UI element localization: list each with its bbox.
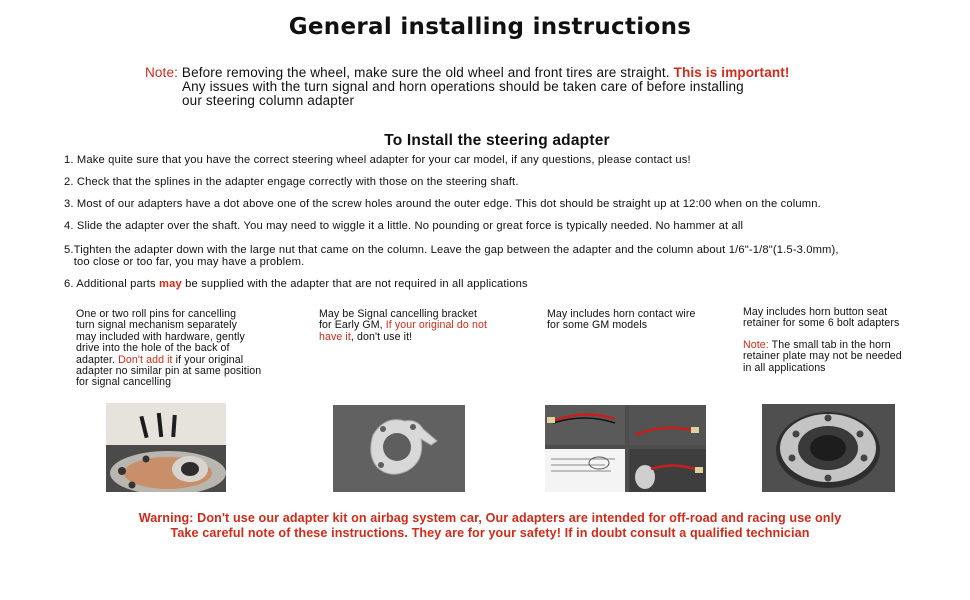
part-roll-pins-text [76, 309, 261, 389]
step-5-continued: too close or too far, you may have a problem. [64, 256, 305, 268]
part-1-text: if your original [172, 353, 244, 366]
part-4-line: May includes horn button seat [743, 306, 888, 318]
step-6 [64, 278, 528, 291]
part-2-warning: have it [319, 330, 351, 343]
roll-pins-photo [106, 403, 226, 492]
page-title: General installing instructions [288, 14, 692, 40]
part-2-text: , don't use it! [350, 330, 413, 343]
safety-warning [0, 511, 970, 541]
part-2-line: May be Signal cancelling bracket [319, 308, 478, 320]
part-retainer-text [743, 307, 902, 374]
section-title: To Install the steering adapter [384, 132, 610, 149]
part-2-line [319, 332, 487, 343]
part-4-line: in all applications [743, 361, 826, 374]
note-important: This is important! [673, 65, 790, 80]
part-1-line: adapter no similar pin at same position [76, 365, 262, 378]
part-horn-wire-text [547, 309, 695, 332]
note-line-2: Any issues with the turn signal and horn operations should be taken care of before installing [182, 79, 744, 94]
part-1-line: turn signal mechanism separately [76, 319, 238, 332]
step-6-may: may [159, 278, 182, 290]
step-2: 2. Check that the splines in the adapter engage correctly with those on the steering shaft. [64, 176, 519, 188]
part-3-line: May includes horn contact wire [547, 308, 696, 320]
part-1-line: drive into the hole of the back of [76, 342, 230, 355]
part-4-line: retainer for some 6 bolt adapters [743, 317, 900, 330]
part-3-line: for some GM models [547, 319, 648, 332]
part-1-line: One or two roll pins for cancelling [76, 308, 237, 320]
warning-line-2: Take careful note of these instructions. They are for your safety! If in doubt consult a qualified technician [170, 526, 810, 540]
step-6-text-b: be supplied with the adapter that are not required in all applications [181, 278, 528, 290]
step-5: 5.Tighten the adapter down with the large nut that came on the column. Leave the gap between the adapter and the column about 1/6"-1/8"(1.5-3.0mm), [64, 244, 839, 256]
note-line-3: our steering column adapter [182, 93, 355, 108]
note-text: Before removing the wheel, make sure the old wheel and front tires are straight. [178, 65, 674, 80]
horn-wire-photo [545, 405, 706, 492]
note-label: Note: [145, 65, 179, 80]
part-1-line: for signal cancelling [76, 376, 172, 389]
step-6-text-a: 6. Additional parts [64, 278, 160, 290]
important-note [145, 66, 790, 108]
part-1-warning: Don't add it [118, 353, 173, 366]
step-1: 1. Make quite sure that you have the correct steering wheel adapter for your car model, if any questions, please contact us! [64, 154, 691, 166]
part-1-line: may included with hardware, gently [76, 330, 245, 343]
part-4-note-label: Note: [743, 338, 769, 351]
step-3: 3. Most of our adapters have a dot above one of the screw holes around the outer edge. This dot should be straight up at 12:00 when on the column. [64, 198, 821, 210]
warning-line-1: Warning: Don't use our adapter kit on airbag system car, Our adapters are intended for off-road and racing use only [138, 511, 842, 525]
horn-retainer-photo [762, 404, 895, 492]
part-4-text: The small tab in the horn [768, 338, 891, 351]
part-2-warning: If your original do not [385, 319, 487, 332]
part-bracket-text [319, 309, 487, 343]
part-2-text: for Early GM, [319, 319, 386, 332]
bracket-photo [333, 405, 465, 492]
step-4: 4. Slide the adapter over the shaft. You may need to wiggle it a little. No pounding or great force is typically needed. No hammer at all [64, 220, 744, 232]
part-4-line: retainer plate may not be needed [743, 350, 902, 363]
part-1-text: adapter. [76, 353, 119, 366]
